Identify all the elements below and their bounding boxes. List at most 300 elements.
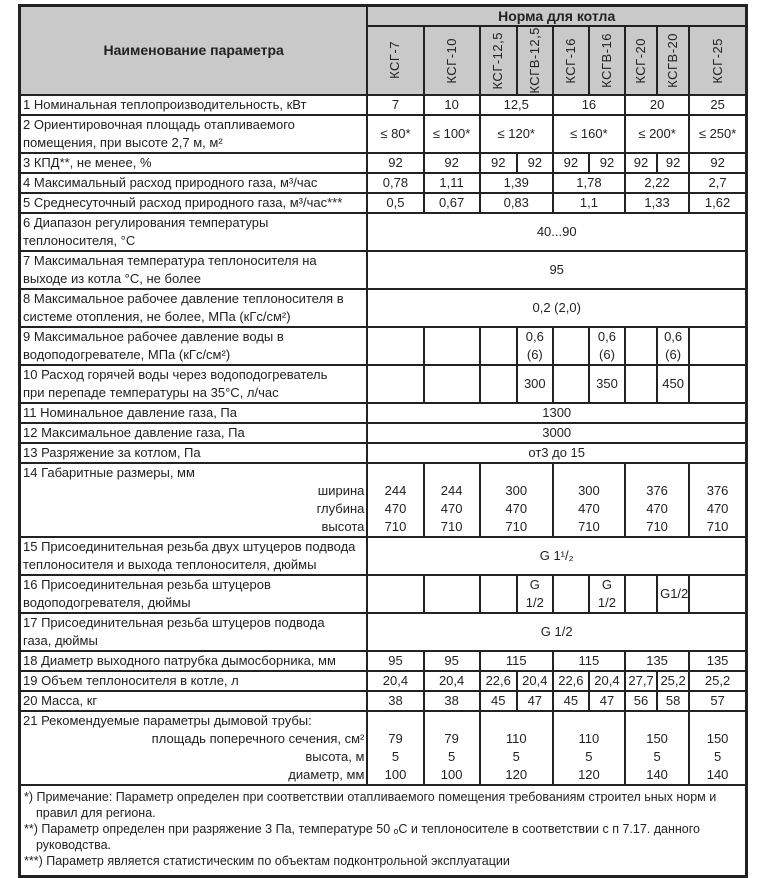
value-cell bbox=[689, 173, 746, 193]
value-line: 45 bbox=[563, 692, 579, 708]
model-column-header bbox=[367, 26, 423, 95]
table-row bbox=[20, 193, 747, 213]
value-cell bbox=[424, 153, 480, 173]
value-line: 1,78 bbox=[576, 174, 602, 190]
parameter-label bbox=[20, 423, 368, 443]
value-cell bbox=[424, 115, 480, 153]
model-column-header bbox=[517, 26, 553, 95]
footnote: *) Примечание: Параметр определен при соответствии отапливаемого помещения требованиям строител ьных норм и правил для региона. bbox=[24, 789, 717, 820]
value-line: 79 bbox=[444, 730, 459, 746]
parameter-label bbox=[20, 251, 368, 289]
value-cell bbox=[657, 691, 689, 711]
value-cell bbox=[553, 365, 589, 403]
parameter-label bbox=[20, 671, 368, 691]
value-line: 135 bbox=[646, 652, 668, 668]
value-cell bbox=[657, 153, 689, 173]
value-cell bbox=[424, 711, 480, 785]
value-cell bbox=[689, 193, 746, 213]
value-line: 10 bbox=[444, 96, 459, 112]
value-line: 710 bbox=[440, 518, 463, 534]
value-cell bbox=[517, 327, 553, 365]
model-name: КСГ-25 bbox=[709, 37, 725, 84]
value-cell bbox=[480, 651, 553, 671]
value-cell bbox=[367, 289, 746, 327]
value-line: 12,5 bbox=[503, 96, 529, 112]
value-cell bbox=[517, 671, 553, 691]
value-line: 115 bbox=[505, 652, 527, 668]
value-cell bbox=[367, 403, 746, 423]
value-line: 5 bbox=[512, 748, 520, 764]
value-line: 56 bbox=[633, 692, 649, 708]
value-cell bbox=[689, 651, 746, 671]
table-row bbox=[20, 423, 747, 443]
value-cell bbox=[689, 691, 746, 711]
label-line: 6 Диапазон регулирования температуры bbox=[23, 214, 269, 230]
norm-header: Норма для котла bbox=[367, 6, 746, 27]
label-line: 16 Присоединительная резьба штуцеров bbox=[23, 576, 271, 592]
value-line: 1,33 bbox=[644, 194, 670, 210]
value-line: 244 bbox=[384, 482, 407, 498]
value-cell bbox=[625, 153, 657, 173]
label-line: помещения, при высоте 2,7 м, м² bbox=[23, 134, 223, 150]
value-cell bbox=[517, 365, 553, 403]
parameter-label bbox=[20, 327, 368, 365]
value-line: 376 bbox=[646, 482, 668, 498]
value-line: 710 bbox=[646, 518, 668, 534]
value-cell bbox=[367, 423, 746, 443]
value-cell bbox=[589, 153, 625, 173]
value-cell bbox=[367, 613, 746, 651]
parameter-label bbox=[20, 613, 368, 651]
value-line: 110 bbox=[505, 730, 527, 746]
model-column-header bbox=[589, 26, 625, 95]
value-cell bbox=[553, 153, 589, 173]
label-line: теплоносителя и выхода теплоносителя, дюймы bbox=[23, 556, 317, 572]
value-cell bbox=[367, 327, 423, 365]
model-name: КСГВ-16 bbox=[598, 32, 614, 88]
value-line: 92 bbox=[527, 154, 543, 170]
value-line: 0,6 bbox=[664, 328, 683, 344]
value-cell bbox=[424, 173, 480, 193]
table-row bbox=[20, 213, 747, 251]
value-line: 45 bbox=[490, 692, 506, 708]
value-cell bbox=[589, 327, 625, 365]
label-line: 15 Присоединительная резьба двух штуцеров подвода bbox=[23, 538, 356, 554]
value-cell bbox=[689, 711, 746, 785]
sublabel-line: высота bbox=[321, 518, 365, 534]
value-line: 25,2 bbox=[660, 672, 686, 688]
value-line: ≤ 250* bbox=[698, 125, 737, 141]
value-line: 79 bbox=[388, 730, 403, 746]
value-line: 470 bbox=[706, 500, 729, 516]
value-line: 58 bbox=[665, 692, 681, 708]
param-name-header: Наименование параметра bbox=[20, 6, 368, 95]
value-line: 16 bbox=[581, 96, 597, 112]
value-line: G 1/2 bbox=[525, 576, 544, 610]
value-line: от3 до 15 bbox=[528, 444, 586, 460]
parameter-label bbox=[20, 537, 368, 575]
value-line: 0,78 bbox=[382, 174, 409, 190]
value-line: 20,4 bbox=[594, 672, 620, 688]
table-row bbox=[20, 443, 747, 463]
value-cell bbox=[367, 193, 423, 213]
value-line: 710 bbox=[505, 518, 528, 534]
parameter-label bbox=[20, 193, 368, 213]
value-cell bbox=[480, 95, 553, 115]
label-line: 18 Диаметр выходного патрубка дымосборника, мм bbox=[23, 652, 336, 668]
value-cell bbox=[367, 711, 423, 785]
parameter-label bbox=[20, 289, 368, 327]
value-line: 95 bbox=[388, 652, 403, 668]
table-row bbox=[20, 537, 747, 575]
value-cell bbox=[553, 651, 625, 671]
table-row bbox=[20, 173, 747, 193]
value-cell bbox=[689, 463, 746, 537]
value-line: 3000 bbox=[542, 424, 572, 440]
value-line: 1,62 bbox=[704, 194, 731, 210]
table-row bbox=[20, 651, 747, 671]
value-cell bbox=[625, 691, 657, 711]
value-cell bbox=[657, 671, 689, 691]
value-line: 470 bbox=[384, 500, 407, 516]
table-row bbox=[20, 671, 747, 691]
value-cell bbox=[367, 443, 746, 463]
label-line: 7 Максимальная температура теплоносителя на bbox=[23, 252, 317, 268]
table-row bbox=[20, 153, 747, 173]
value-line: G 1/2 bbox=[597, 576, 616, 610]
table-row bbox=[20, 613, 747, 651]
model-column-header bbox=[689, 26, 746, 95]
value-line: 40...90 bbox=[536, 223, 577, 239]
footnotes bbox=[20, 785, 747, 877]
value-line: ≤ 200* bbox=[638, 125, 676, 141]
value-cell bbox=[689, 153, 746, 173]
parameter-label bbox=[20, 463, 368, 537]
value-line: 450 bbox=[662, 375, 684, 391]
value-line: 47 bbox=[599, 692, 615, 708]
parameter-label bbox=[20, 651, 368, 671]
value-cell bbox=[657, 327, 689, 365]
parameter-label bbox=[20, 173, 368, 193]
label-line: 14 Габаритные размеры, мм bbox=[23, 464, 195, 480]
value-line: 376 bbox=[706, 482, 729, 498]
value-line: 244 bbox=[440, 482, 463, 498]
value-line: 20 bbox=[649, 96, 665, 112]
model-column-header bbox=[553, 26, 589, 95]
value-line: 25 bbox=[710, 96, 725, 112]
label-line: 21 Рекомендуемые параметры дымовой трубы: bbox=[23, 712, 312, 728]
parameter-label bbox=[20, 95, 368, 115]
parameter-label bbox=[20, 443, 368, 463]
value-line: 2,22 bbox=[644, 174, 670, 190]
value-cell bbox=[625, 651, 689, 671]
model-name: КСГ-10 bbox=[443, 37, 459, 84]
value-cell bbox=[625, 173, 689, 193]
label-line: выходе из котла °С, не более bbox=[23, 270, 201, 286]
label-line: системе отопления, не более, МПа (кГс/см²) bbox=[23, 308, 291, 324]
parameter-label bbox=[20, 403, 368, 423]
value-cell bbox=[625, 327, 657, 365]
value-cell bbox=[480, 327, 517, 365]
value-line: 1,1 bbox=[579, 194, 598, 210]
value-line: 92 bbox=[444, 154, 459, 170]
value-line: 95 bbox=[444, 652, 459, 668]
value-line: 20,4 bbox=[382, 672, 409, 688]
parameter-label bbox=[20, 691, 368, 711]
value-cell bbox=[424, 691, 480, 711]
value-cell bbox=[480, 711, 553, 785]
value-line: 470 bbox=[505, 500, 528, 516]
sublabel-line: глубина bbox=[316, 500, 365, 516]
value-line: 140 bbox=[706, 766, 729, 782]
value-cell bbox=[424, 95, 480, 115]
label-line: 11 Номинальное давление газа, Па bbox=[23, 404, 237, 420]
model-name: КСГ-20 bbox=[633, 37, 649, 84]
label-line: газа, дюймы bbox=[23, 632, 98, 648]
value-line: 710 bbox=[706, 518, 729, 534]
value-line: 0,83 bbox=[503, 194, 529, 210]
table-row bbox=[20, 575, 747, 613]
value-cell bbox=[367, 115, 423, 153]
parameter-label bbox=[20, 575, 368, 613]
model-column-header bbox=[424, 26, 480, 95]
footnotes-row bbox=[20, 785, 747, 877]
value-line: 150 bbox=[706, 730, 729, 746]
value-cell bbox=[625, 671, 657, 691]
value-line: 470 bbox=[578, 500, 600, 516]
value-cell bbox=[517, 575, 553, 613]
sublabel-line: ширина bbox=[317, 482, 365, 498]
label-line: 5 Среднесуточный расход природного газа, м³/час*** bbox=[23, 194, 343, 210]
model-column-header bbox=[480, 26, 517, 95]
label-line: 20 Масса, кг bbox=[23, 692, 98, 708]
value-line: 140 bbox=[646, 766, 668, 782]
value-cell bbox=[480, 365, 517, 403]
value-line: 5 bbox=[391, 748, 400, 764]
value-cell bbox=[424, 671, 480, 691]
value-cell bbox=[424, 365, 480, 403]
value-line: 110 bbox=[578, 730, 600, 746]
label-line: 8 Максимальное рабочее давление теплоносителя в bbox=[23, 290, 344, 306]
value-line: G1/2 bbox=[660, 585, 689, 601]
value-line: 710 bbox=[578, 518, 600, 534]
value-line: 115 bbox=[578, 652, 600, 668]
table-row bbox=[20, 403, 747, 423]
value-line: 27,7 bbox=[628, 672, 654, 688]
table-row bbox=[20, 365, 747, 403]
label-line: 12 Максимальное давление газа, Па bbox=[23, 424, 245, 440]
value-cell bbox=[367, 173, 423, 193]
value-cell bbox=[367, 575, 423, 613]
value-cell bbox=[480, 463, 553, 537]
label-line: 10 Расход горячей воды через водоподогреватель bbox=[23, 366, 328, 382]
value-line: 92 bbox=[665, 154, 681, 170]
model-column-header bbox=[657, 26, 689, 95]
value-cell bbox=[625, 95, 689, 115]
value-cell bbox=[553, 173, 625, 193]
value-line: 20,4 bbox=[438, 672, 465, 688]
value-cell bbox=[553, 95, 625, 115]
sublabel-line: высота, м bbox=[305, 748, 365, 764]
value-line: 38 bbox=[388, 692, 403, 708]
value-cell bbox=[424, 327, 480, 365]
value-line: 92 bbox=[710, 154, 725, 170]
parameter-label bbox=[20, 711, 368, 785]
value-cell bbox=[367, 651, 423, 671]
boiler-specs-table bbox=[18, 4, 748, 878]
value-cell bbox=[625, 193, 689, 213]
value-line: 300 bbox=[505, 482, 528, 498]
value-line: 92 bbox=[599, 154, 615, 170]
value-line: 470 bbox=[440, 500, 463, 516]
value-cell bbox=[553, 115, 625, 153]
value-cell bbox=[367, 671, 423, 691]
value-cell bbox=[480, 153, 517, 173]
value-line: 92 bbox=[563, 154, 579, 170]
value-line: 1,11 bbox=[439, 174, 464, 190]
value-cell bbox=[589, 575, 625, 613]
value-line: 20,4 bbox=[522, 672, 548, 688]
value-line: 5 bbox=[585, 748, 593, 764]
label-line: при перепаде температуры на 35°С, л/час bbox=[23, 384, 279, 400]
label-line: 4 Максимальный расход природного газа, м³/час bbox=[23, 174, 318, 190]
value-line: ≤ 120* bbox=[497, 125, 535, 141]
value-line: 0,6 bbox=[597, 328, 616, 344]
value-cell bbox=[367, 213, 746, 251]
value-cell bbox=[553, 463, 625, 537]
value-cell bbox=[480, 691, 517, 711]
value-cell bbox=[367, 95, 423, 115]
value-line: 120 bbox=[505, 766, 528, 782]
label-line: 9 Максимальное рабочее давление воды в bbox=[23, 328, 284, 344]
value-line: (6) bbox=[526, 346, 543, 362]
value-cell bbox=[657, 365, 689, 403]
value-line: 120 bbox=[578, 766, 600, 782]
value-cell bbox=[367, 463, 423, 537]
value-cell bbox=[367, 537, 746, 575]
sublabel-line: диаметр, мм bbox=[288, 766, 365, 782]
value-cell bbox=[424, 651, 480, 671]
value-line: 350 bbox=[596, 375, 618, 391]
value-line: 5 bbox=[713, 748, 722, 764]
value-line: 300 bbox=[578, 482, 600, 498]
value-line: 135 bbox=[706, 652, 729, 668]
value-cell bbox=[517, 153, 553, 173]
label-line: водоподогревателе, МПа (кГс/см²) bbox=[23, 346, 231, 362]
value-line: 100 bbox=[440, 766, 463, 782]
value-cell bbox=[625, 365, 657, 403]
table-row bbox=[20, 711, 747, 785]
value-line: G 1/2 bbox=[540, 623, 573, 639]
value-line: 0,6 bbox=[525, 328, 544, 344]
value-cell bbox=[553, 327, 589, 365]
value-line: 95 bbox=[549, 261, 564, 277]
value-cell bbox=[625, 575, 657, 613]
table-row bbox=[20, 115, 747, 153]
value-line: 710 bbox=[384, 518, 407, 534]
label-line: 2 Ориентировочная площадь отапливаемого bbox=[23, 116, 295, 132]
value-line: 25,2 bbox=[704, 672, 731, 688]
value-cell bbox=[424, 193, 480, 213]
value-cell bbox=[589, 691, 625, 711]
model-name: КСГВ-20 bbox=[665, 32, 681, 88]
value-line: 1,39 bbox=[503, 174, 529, 190]
value-cell bbox=[480, 115, 553, 153]
sublabel-line: площадь поперечного сечения, см² bbox=[151, 730, 365, 746]
value-line: 92 bbox=[490, 154, 506, 170]
value-cell bbox=[367, 251, 746, 289]
table-row bbox=[20, 95, 747, 115]
value-line: (6) bbox=[665, 346, 682, 362]
table-row bbox=[20, 327, 747, 365]
value-cell bbox=[589, 365, 625, 403]
value-cell bbox=[517, 691, 553, 711]
value-cell bbox=[480, 193, 553, 213]
model-name: КСГ-7 bbox=[387, 41, 403, 80]
label-line: 3 КПД**, не менее, % bbox=[23, 154, 152, 170]
model-name: КСГ-16 bbox=[562, 37, 578, 84]
value-line: 5 bbox=[447, 748, 456, 764]
value-cell bbox=[553, 575, 589, 613]
value-cell bbox=[367, 691, 423, 711]
value-line: 300 bbox=[523, 375, 546, 391]
value-line: 7 bbox=[391, 96, 400, 112]
parameter-label bbox=[20, 365, 368, 403]
value-cell bbox=[689, 327, 746, 365]
value-cell bbox=[689, 671, 746, 691]
value-line: 2,7 bbox=[708, 174, 727, 190]
table-row bbox=[20, 251, 747, 289]
footnote: **) Параметр определен при разряжение 3 Па, температуре 50 ₒС и теплоносителе в соответствии с п 7.17. данного руководства. bbox=[24, 821, 700, 852]
value-line: 150 bbox=[646, 730, 668, 746]
footnote: ***) Параметр является статистическим по объектам подконтрольной эксплуатации bbox=[24, 853, 510, 868]
value-line: ≤ 100* bbox=[432, 125, 471, 141]
value-cell bbox=[689, 365, 746, 403]
model-name: КСГ-12,5 bbox=[490, 31, 506, 90]
model-column-header bbox=[625, 26, 657, 95]
value-line: 5 bbox=[653, 748, 661, 764]
value-line: 470 bbox=[646, 500, 668, 516]
value-cell bbox=[553, 193, 625, 213]
value-cell bbox=[689, 95, 746, 115]
value-line: 1300 bbox=[542, 404, 572, 420]
value-cell bbox=[625, 711, 689, 785]
label-line: 19 Объем теплоносителя в котле, л bbox=[23, 672, 239, 688]
label-line: теплоносителя, °С bbox=[23, 232, 136, 248]
label-line: 13 Разряжение за котлом, Па bbox=[23, 444, 201, 460]
value-cell bbox=[625, 463, 689, 537]
value-cell bbox=[553, 671, 589, 691]
parameter-label bbox=[20, 153, 368, 173]
model-name: КСГВ-12,5 bbox=[526, 27, 542, 94]
value-line: 0,2 (2,0) bbox=[532, 299, 581, 315]
label-line: 17 Присоединительная резьба штуцеров подвода bbox=[23, 614, 325, 630]
table-row bbox=[20, 691, 747, 711]
value-line: 0,67 bbox=[438, 194, 465, 210]
label-line: водоподогревателя, дюймы bbox=[23, 594, 191, 610]
value-line: 92 bbox=[388, 154, 403, 170]
value-cell bbox=[480, 173, 553, 193]
value-line: 100 bbox=[384, 766, 407, 782]
value-cell bbox=[625, 115, 689, 153]
value-line: 92 bbox=[633, 154, 649, 170]
table-row bbox=[20, 289, 747, 327]
value-cell bbox=[480, 575, 517, 613]
parameter-label bbox=[20, 115, 368, 153]
value-cell bbox=[424, 463, 480, 537]
value-line: 22,6 bbox=[485, 672, 511, 688]
value-cell bbox=[589, 671, 625, 691]
